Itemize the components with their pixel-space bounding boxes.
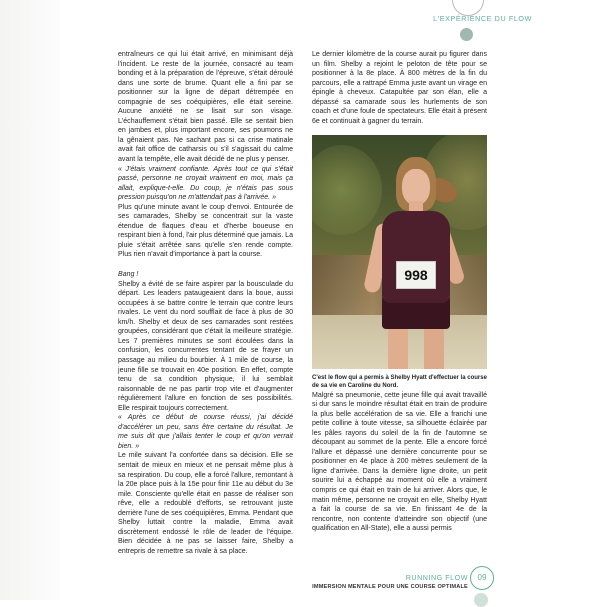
paragraph: Plus qu'une minute avant le coup d'envoi. Entourée de ses camarades, Shelby se concentrait sur la vaste étendue de flaques d'eau et d'herbe boueuse en respirant bien à fond, l'air plus déterminé que jamais. La pluie s'était arrêtée sans qu'elle s'en rende compte. Plus rien n'avait d'importance à part la course. [118,203,293,259]
runner-leg [424,323,444,369]
quote: « Après ce début de course réussi, j'ai décidé d'accélérer un peu, sans être certaine du résultat. Je me suis dit que j'allais tenter le coup et qu'on verrait bien. » [118,414,293,450]
left-column [118,50,293,556]
paragraph: Le dernier kilomètre de la course aurait pu figurer dans un film. Shelby a rejoint le peloton de tête pour se positionner à la 8e place. À 800 mètres de la fin du parcours, elle a rattrapé Emma juste avant un virage en épingle à cheveux. Catapultée par son élan, elle a dépassé sa camarade sous les hurlements de son coach et d'une foule de spectateurs. Elle était à présent 6e et continuait à gagner du terrain. [312,51,487,125]
quote: « J'étais vraiment confiante. Après tout ce qui s'était passé, personne ne croyait vraiment en moi, mais ça allait, explique-t-elle. Du coup, je n'étais pas sous pression puisqu'on ne m'attendait pas à l'arrivée. » [118,165,293,202]
race-bib: 998 [396,261,436,289]
footer-book-title: RUNNING FLOW [405,573,468,582]
page-number: 09 [470,566,494,590]
section-header: L'EXPÉRIENCE DU FLOW [433,14,532,23]
paragraph: Le mile suivant l'a confortée dans sa décision. Elle se sentait de mieux en mieux et ne pensait même plus à sa respiration. Du coup, elle a forcé l'allure, remontant à la 20e place puis à la 15e pour finir 11e au début du 3e mile. Consciente qu'elle était en passe de réaliser son rêve, elle a redoublé d'efforts, se retrouvant juste derrière l'une de ses coéquipières, Emma. Pendant que Shelby luttait contre la maladie, Emma avait discrètement endossé le rôle de leader de l'équipe. Bien décidée à ne pas se laisser faire, Shelby a entrepris de remettre sa rivale à sa place. [118,452,293,555]
paragraph: Malgré sa pneumonie, cette jeune fille qui avait travaillé si dur sans le moindre résultat était en train de produire la plus belle accélération de sa vie. Elle a franchi une petite colline à toute vitesse, sa silhouette éclairée par les pâles rayons du soleil de la fin de l'automne se découpant au sommet de la pente. Elle a encore forcé l'allure et dépassé une dernière concurrente pour se positionner en 4e place à 200 mètres seulement de la ligne d'arrivée. Dans la dernière ligne droite, un petit sourire lui a échappé au moment où elle a vraiment compris ce qui était en train de lui arriver. Alors que, le matin même, personne ne croyait en elle, Shelby Hyatt a fait la course de sa vie. En finissant 4e de la rencontre, non contente d'atteindre son objectif (une qualification en All-State), elle a aussi permis [312,391,487,533]
runner-singlet [382,211,450,303]
background-foliage [312,145,382,235]
footer-subtitle: IMMERSION MENTALE POUR UNE COURSE OPTIMALE [312,584,468,590]
paragraph: entraîneurs ce qui lui était arrivé, en minimisant déjà l'incident. Le reste de la journée, consacré au team bonding et à la préparation de l'épreuve, s'était déroulé dans une sorte de brume. Quant elle a fini par se positionner sur la ligne de départ détrempée en compagnie de ses coéquipières, elle était sereine. Aucune anxiété ne se lisait sur son visage. L'échauffement s'était bien passé. Elle se sentait bien en jambes et, plus important encore, ses poumons ne la gênaient pas. Ne sachant pas si ca crise matinale avait fait office de catharsis ou s'il s'agissait du calme avant la tempête, elle avait décidé de ne plus y penser. [118,51,293,164]
header-dot-icon [460,28,473,41]
paragraph: Shelby a évité de se faire aspirer par la bousculade du départ. Les leaders pataugeaient dans la boue, aussi occupées à se battre contre le terrain que contre leurs rivales. Le vent du nord soufflait de face à plus de 30 km/h. Shelby et deux de ses camarades sont restées groupées, considérant que c'était la meilleure stratégie. Les 7 premières minutes se sont écoulées dans la confusion, les concurrentes tentant de se frayer un passage au milieu du bourbier. À 1 mile de course, la jeune fille se trouvait en 40e position. En effet, compte tenu de sa condition physique, il lui semblait raisonnable de ne pas partir trop vite et d'augmenter régulièrement l'allure en fonction de ses possibilités. Elle respirait toujours correctement. [118,280,293,412]
runner-face [402,169,430,205]
right-column [312,50,487,534]
runner-photo [312,135,487,369]
footer-dot-icon [474,593,488,607]
photo-caption: C'est le flow qui a permis à Shelby Hyatt d'effectuer la course de sa vie en Caroline du Nord. [312,375,487,389]
quote-bang: Bang ! [118,271,139,279]
runner-leg [388,325,408,369]
